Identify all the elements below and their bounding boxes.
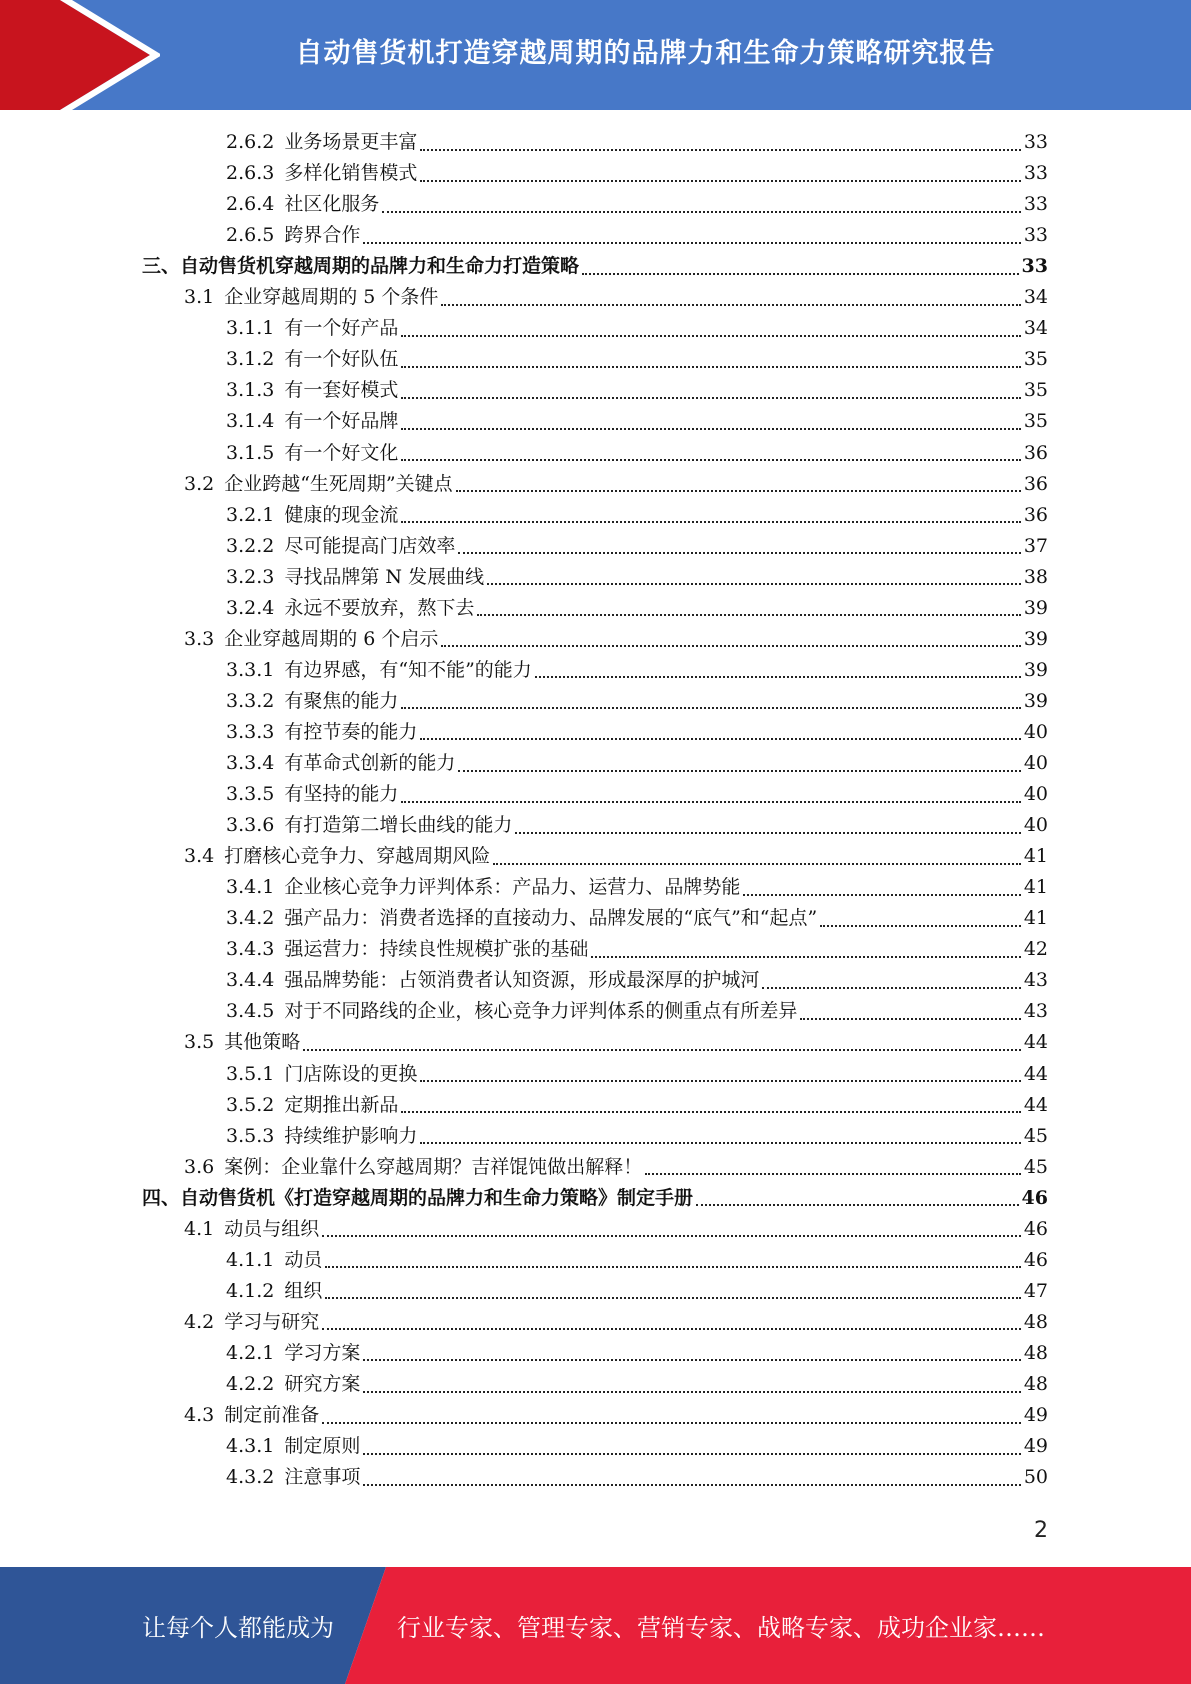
toc-entry-number: 4.3 [184, 1404, 215, 1427]
toc-entry-title: 有一个好产品 [284, 317, 399, 340]
toc-entry-number: 3.2.3 [226, 565, 275, 588]
toc-dot-leader [458, 552, 1020, 554]
toc-entry[interactable] [0, 1462, 1048, 1493]
toc-entry-number: 3.4.3 [226, 938, 275, 961]
toc-dot-leader [645, 1173, 1021, 1175]
toc-entry-number: 3.3.4 [226, 752, 275, 774]
toc-entry-number: 4.3.1 [226, 1435, 275, 1458]
toc-dot-leader [441, 304, 1020, 306]
toc-entry-page: 33 [1023, 193, 1048, 216]
toc-dot-leader [401, 521, 1020, 523]
toc-dot-leader [401, 428, 1020, 430]
toc-entry-title: 案例：企业靠什么穿越周期？吉祥馄饨做出解释！ [224, 1155, 643, 1178]
toc-entry[interactable] [0, 903, 1048, 934]
toc-entry[interactable] [0, 841, 1048, 872]
toc-entry-page: 37 [1023, 534, 1048, 557]
toc-entry[interactable] [0, 1400, 1048, 1431]
toc-entry-number: 3.2.2 [226, 534, 275, 557]
toc-entry-page: 49 [1023, 1435, 1048, 1458]
toc-entry-page: 48 [1023, 1310, 1048, 1333]
toc-entry-title: 尽可能提高门店效率 [284, 534, 456, 557]
toc-entry-number: 4.1 [184, 1217, 215, 1240]
toc-dot-leader [322, 1328, 1021, 1330]
toc-entry-page: 48 [1023, 1341, 1048, 1364]
toc-entry-title: 强运营力：持续良性规模扩张的基础 [284, 938, 589, 961]
toc-entry-page: 33 [1023, 162, 1048, 185]
toc-entry-page: 46 [1023, 1248, 1048, 1271]
toc-entry-number: 4.3.2 [226, 1466, 275, 1489]
toc-entry-page: 36 [1023, 472, 1048, 495]
toc-entry[interactable] [0, 562, 1048, 593]
toc-dot-leader [382, 211, 1020, 213]
toc-entry[interactable] [0, 1307, 1048, 1338]
toc-entry[interactable] [0, 965, 1048, 996]
toc-entry[interactable] [0, 779, 1048, 810]
page-number: 2 [1034, 1518, 1048, 1543]
toc-entry-number: 3.1.4 [226, 410, 275, 433]
toc-entry-title: 永远不要放弃，熬下去 [284, 596, 475, 619]
toc-entry-number: 3.5.3 [226, 1124, 275, 1147]
toc-entry[interactable] [0, 934, 1048, 965]
toc-dot-leader [322, 1422, 1021, 1424]
toc-entry-number: 3.3.6 [226, 814, 275, 837]
toc-dot-leader [762, 987, 1020, 989]
toc-entry[interactable] [0, 872, 1048, 903]
toc-entry-title: 企业穿越周期的 5 个条件 [224, 286, 439, 309]
toc-entry[interactable] [0, 1059, 1048, 1090]
toc-entry[interactable] [0, 406, 1048, 437]
toc-entry-title: 强品牌势能：占领消费者认知资源，形成最深厚的护城河 [284, 969, 760, 992]
toc-entry-number: 3.1.5 [226, 441, 275, 464]
toc-dot-leader [515, 832, 1020, 834]
footer-slogan-left: 让每个人都能成为 [142, 1614, 334, 1642]
toc-entry[interactable] [0, 344, 1048, 375]
toc-entry-page: 41 [1023, 876, 1048, 899]
toc-entry-page: 46 [1021, 1186, 1048, 1209]
toc-entry-page: 33 [1021, 255, 1048, 278]
toc-entry-title: 有控节奏的能力 [284, 720, 418, 743]
toc-entry[interactable] [0, 624, 1048, 655]
toc-entry[interactable] [0, 220, 1048, 251]
toc-entry-title: 制定前准备 [224, 1404, 320, 1427]
toc-dot-leader [420, 149, 1020, 151]
toc-dot-leader [401, 397, 1020, 399]
toc-entry[interactable] [0, 375, 1048, 406]
toc-entry[interactable] [0, 1245, 1048, 1276]
toc-entry-number: 4.1.1 [226, 1248, 275, 1271]
toc-dot-leader [456, 490, 1021, 492]
toc-entry-page: 45 [1023, 1155, 1048, 1178]
toc-entry-title: 健康的现金流 [284, 503, 399, 526]
toc-entry[interactable] [0, 438, 1048, 469]
toc-entry-page: 43 [1023, 1000, 1048, 1023]
toc-dot-leader [325, 1266, 1020, 1268]
toc-dot-leader [743, 894, 1020, 896]
toc-dot-leader [582, 273, 1019, 275]
toc-entry-title: 企业跨越“生死周期”关键点 [224, 472, 453, 495]
toc-entry-title: 动员 [284, 1248, 323, 1271]
toc-entry-number: 4.2.2 [226, 1373, 275, 1395]
toc-entry-page: 38 [1023, 565, 1048, 588]
toc-dot-leader [401, 366, 1020, 368]
toc-entry-page: 36 [1023, 503, 1048, 526]
toc-entry-title: 三、自动售货机穿越周期的品牌力和生命力打造策略 [142, 255, 580, 278]
toc-entry-page: 33 [1023, 224, 1048, 247]
toc-entry[interactable] [0, 500, 1048, 531]
toc-entry-title: 学习与研究 [224, 1310, 320, 1333]
toc-entry-number: 2.6.3 [226, 162, 275, 185]
toc-entry[interactable] [0, 593, 1048, 624]
toc-entry-number: 2.6.4 [226, 193, 275, 216]
toc-dot-leader [458, 770, 1020, 772]
toc-entry-title: 多样化销售模式 [284, 162, 418, 185]
toc-dot-leader [487, 583, 1021, 585]
toc-entry[interactable] [0, 158, 1048, 189]
toc-entry-number: 2.6.2 [226, 131, 275, 153]
toc-entry-page: 41 [1023, 845, 1048, 868]
toc-entry-title: 跨界合作 [284, 224, 361, 247]
toc-entry-title: 其他策略 [224, 1031, 301, 1054]
toc-entry[interactable] [0, 748, 1048, 779]
header-arrow-flag [0, 0, 160, 110]
toc-entry-title: 有一个好文化 [284, 441, 399, 464]
toc-dot-leader [420, 738, 1020, 740]
toc-entry-number: 3.5 [184, 1031, 215, 1054]
toc-entry[interactable] [0, 810, 1048, 841]
toc-dot-leader [325, 1297, 1020, 1299]
toc-entry-title: 企业核心竞争力评判体系：产品力、运营力、品牌势能 [284, 876, 741, 899]
toc-entry[interactable] [0, 1338, 1048, 1369]
toc-entry-page: 48 [1023, 1373, 1048, 1395]
toc-entry[interactable] [0, 313, 1048, 344]
toc-dot-leader [401, 335, 1020, 337]
toc-entry-page: 34 [1023, 317, 1048, 340]
toc-dot-leader [363, 1359, 1020, 1361]
toc-entry-page: 45 [1023, 1124, 1048, 1147]
toc-entry-page: 44 [1023, 1031, 1048, 1054]
toc-entry-title: 寻找品牌第 N 发展曲线 [284, 565, 485, 588]
toc-entry-title: 定期推出新品 [284, 1093, 399, 1116]
toc-entry-page: 47 [1023, 1279, 1048, 1302]
toc-entry[interactable] [0, 127, 1048, 158]
toc-entry-number: 3.3.2 [226, 689, 275, 712]
toc-entry-page: 33 [1023, 131, 1048, 153]
toc-entry[interactable] [0, 1090, 1048, 1121]
toc-dot-leader [401, 801, 1020, 803]
toc-entry-page: 46 [1023, 1217, 1048, 1240]
toc-entry-title: 四、自动售货机《打造穿越周期的品牌力和生命力策略》制定手册 [142, 1186, 694, 1209]
toc-entry-number: 3.3.3 [226, 720, 275, 743]
toc-entry-title: 对于不同路线的企业，核心竞争力评判体系的侧重点有所差异 [284, 1000, 798, 1023]
toc-entry-number: 3.3.1 [226, 658, 275, 681]
toc-entry-page: 39 [1023, 658, 1048, 681]
toc-dot-leader [363, 1391, 1020, 1393]
toc-entry-title: 学习方案 [284, 1341, 361, 1364]
toc-entry-page: 40 [1023, 752, 1048, 774]
toc-entry-title: 打磨核心竞争力、穿越周期风险 [224, 845, 491, 868]
toc-entry-page: 36 [1023, 441, 1048, 464]
toc-dot-leader [420, 1080, 1020, 1082]
toc-dot-leader [401, 1111, 1020, 1113]
toc-entry-title: 注意事项 [284, 1466, 361, 1489]
toc-entry[interactable] [0, 1369, 1048, 1400]
toc-entry[interactable] [0, 1183, 1048, 1214]
toc-dot-leader [363, 1453, 1020, 1455]
toc-entry-title: 制定原则 [284, 1435, 361, 1458]
toc-entry-title: 有一套好模式 [284, 379, 399, 402]
toc-entry-title: 研究方案 [284, 1373, 361, 1395]
toc-entry-page: 34 [1023, 286, 1048, 309]
toc-entry-page: 49 [1023, 1404, 1048, 1427]
page-header [0, 0, 1191, 110]
toc-entry[interactable] [0, 531, 1048, 562]
toc-dot-leader [535, 676, 1021, 678]
toc-entry[interactable] [0, 251, 1048, 282]
toc-dot-leader [477, 614, 1020, 616]
toc-entry[interactable] [0, 996, 1048, 1027]
toc-entry[interactable] [0, 189, 1048, 220]
toc-entry-title: 有一个好队伍 [284, 348, 399, 371]
toc-entry-number: 4.1.2 [226, 1279, 275, 1302]
toc-entry-title: 有打造第二增长曲线的能力 [284, 814, 513, 837]
toc-dot-leader [800, 1018, 1020, 1020]
toc-entry[interactable] [0, 282, 1048, 313]
toc-entry-page: 44 [1023, 1093, 1048, 1116]
toc-entry-number: 3.6 [184, 1155, 215, 1178]
toc-entry-number: 3.4.1 [226, 876, 275, 899]
toc-entry-title: 持续维护影响力 [284, 1124, 418, 1147]
toc-entry-page: 35 [1023, 410, 1048, 433]
toc-entry[interactable] [0, 1431, 1048, 1462]
toc-dot-leader [493, 863, 1021, 865]
toc-dot-leader [420, 180, 1020, 182]
toc-entry-number: 3.2.1 [226, 503, 275, 526]
toc-dot-leader [363, 242, 1020, 244]
toc-entry[interactable] [0, 1276, 1048, 1307]
toc-entry[interactable] [0, 469, 1048, 500]
toc-entry-title: 有坚持的能力 [284, 783, 399, 806]
toc-entry-number: 4.2 [184, 1310, 215, 1333]
footer-slogan-right: 行业专家、管理专家、营销专家、战略专家、成功企业家…… [397, 1614, 1045, 1642]
report-title: 自动售货机打造穿越周期的品牌力和生命力策略研究报告 [295, 37, 996, 69]
toc-dot-leader [363, 1484, 1020, 1486]
toc-entry-page: 39 [1023, 596, 1048, 619]
toc-entry[interactable] [0, 717, 1048, 748]
toc-dot-leader [820, 925, 1021, 927]
toc-dot-leader [591, 956, 1020, 958]
toc-entry-number: 3.4.2 [226, 907, 275, 930]
toc-entry-number: 3.5.2 [226, 1093, 275, 1116]
toc-entry-number: 3.4.4 [226, 969, 275, 992]
toc-entry-number: 3.5.1 [226, 1062, 275, 1085]
toc-entry-number: 3.1.3 [226, 379, 275, 402]
toc-entry-page: 40 [1023, 783, 1048, 806]
toc-entry-number: 3.3 [184, 627, 215, 650]
toc-entry-number: 3.1.2 [226, 348, 275, 371]
toc-entry-number: 3.2 [184, 472, 215, 495]
toc-dot-leader [441, 645, 1020, 647]
toc-entry-number: 3.1.1 [226, 317, 275, 340]
toc-entry-page: 50 [1023, 1466, 1048, 1489]
toc-entry-title: 强产品力：消费者选择的直接动力、品牌发展的“底气”和“起点” [284, 907, 818, 930]
toc-entry-title: 组织 [284, 1279, 323, 1302]
toc-entry[interactable] [0, 655, 1048, 686]
toc-entry-number: 3.1 [184, 286, 215, 309]
toc-entry-title: 门店陈设的更换 [284, 1062, 418, 1085]
toc-entry[interactable] [0, 1027, 1048, 1058]
toc-entry-page: 44 [1023, 1062, 1048, 1085]
toc-entry[interactable] [0, 686, 1048, 717]
toc-entry-page: 35 [1023, 348, 1048, 371]
toc-entry-page: 35 [1023, 379, 1048, 402]
toc-entry-page: 42 [1023, 938, 1048, 961]
toc-entry-title: 企业穿越周期的 6 个启示 [224, 627, 439, 650]
toc-entry-title: 有革命式创新的能力 [284, 752, 456, 774]
toc-entry-number: 3.4 [184, 845, 215, 868]
toc-entry-number: 2.6.5 [226, 224, 275, 247]
toc-entry-title: 有一个好品牌 [284, 410, 399, 433]
toc-entry-page: 39 [1023, 627, 1048, 650]
toc-entry-page: 40 [1023, 720, 1048, 743]
toc-entry-title: 动员与组织 [224, 1217, 320, 1240]
toc-dot-leader [401, 707, 1020, 709]
toc-entry-page: 43 [1023, 969, 1048, 992]
toc-entry-number: 3.3.5 [226, 783, 275, 806]
toc-entry[interactable] [0, 1214, 1048, 1245]
toc-dot-leader [322, 1235, 1021, 1237]
toc-dot-leader [303, 1049, 1021, 1051]
toc-entry[interactable] [0, 1121, 1048, 1152]
toc-entry-page: 41 [1023, 907, 1048, 930]
toc-entry-title: 业务场景更丰富 [284, 131, 418, 153]
page-footer [0, 1567, 1191, 1684]
toc-entry-number: 4.2.1 [226, 1341, 275, 1364]
toc-entry-title: 有边界感，有“知不能”的能力 [284, 658, 532, 681]
toc-entry-page: 39 [1023, 689, 1048, 712]
toc-entry-number: 3.2.4 [226, 596, 275, 619]
toc-entry-title: 有聚焦的能力 [284, 689, 399, 712]
toc-dot-leader [420, 1142, 1020, 1144]
toc-dot-leader [401, 459, 1020, 461]
toc-entry-page: 40 [1023, 814, 1048, 837]
toc-dot-leader [696, 1204, 1019, 1206]
toc-entry-title: 社区化服务 [284, 193, 380, 216]
toc-entry-number: 3.4.5 [226, 1000, 275, 1023]
toc-entry[interactable] [0, 1152, 1048, 1183]
